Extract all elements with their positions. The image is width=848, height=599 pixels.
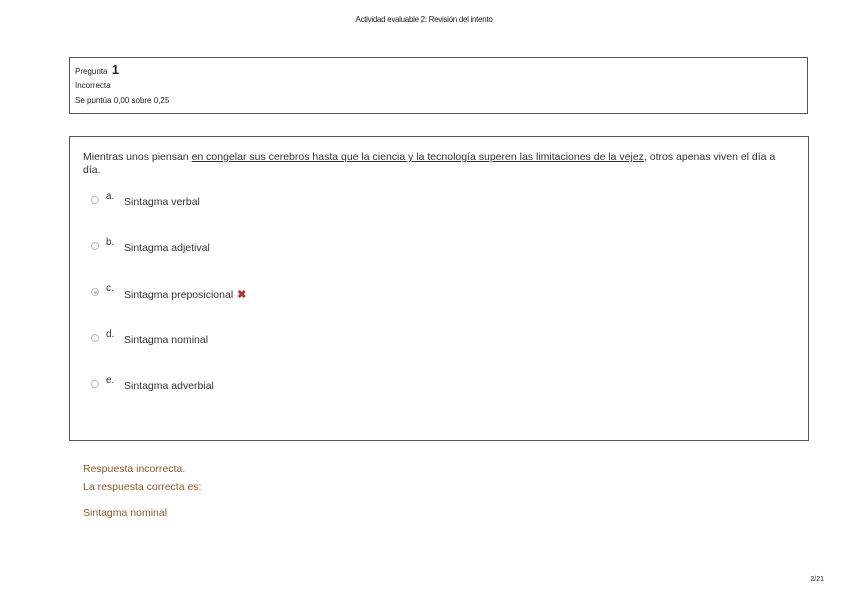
- answer-option-b[interactable]: [83, 235, 795, 281]
- question-text: Mientras unos piensan en congelar sus cerebros hasta que la ciencia y la tecnología superen las limitaciones de la vejez, otros apenas viven el día a día.: [83, 151, 776, 176]
- question-info-box: [69, 57, 808, 114]
- answer-letter: e.: [106, 375, 115, 386]
- answer-letter: c.: [106, 283, 114, 294]
- feedback-correct-label: La respuesta correcta es:: [83, 481, 202, 493]
- answer-letter: a.: [106, 191, 115, 202]
- feedback-result: Respuesta incorrecta.: [83, 463, 186, 475]
- radio-button-d[interactable]: [91, 334, 99, 342]
- feedback-correct-answer: Sintagma nominal: [83, 507, 168, 519]
- radio-button-e[interactable]: [91, 380, 99, 388]
- answer-text: Sintagma preposicional ✖: [124, 289, 247, 301]
- question-underlined-phrase: en congelar sus cerebros hasta que la ciencia y la tecnología superen las limitaciones de la vejez: [191, 151, 644, 163]
- radio-button-c-selected[interactable]: [91, 288, 99, 296]
- answer-letter: d.: [106, 329, 115, 340]
- question-score: Se puntúa 0,00 sobre 0,25: [75, 96, 170, 105]
- answer-text: Sintagma nominal: [124, 334, 209, 346]
- answer-option-a[interactable]: [83, 189, 795, 235]
- radio-button-b[interactable]: [91, 242, 99, 250]
- radio-button-a[interactable]: [91, 196, 99, 204]
- page-header-title: Actividad evaluable 2: Revisión del intento: [355, 15, 493, 24]
- question-number: 1: [111, 62, 119, 77]
- answer-text: Sintagma verbal: [124, 196, 200, 208]
- answer-option-e[interactable]: [83, 373, 795, 419]
- question-status: Incorrecta: [75, 81, 111, 90]
- page-number: 2/21: [810, 576, 824, 583]
- answer-list: [83, 189, 795, 419]
- incorrect-x-icon: ✖: [237, 289, 247, 301]
- answer-text: Sintagma adverbial: [124, 380, 214, 392]
- feedback-block: [83, 460, 201, 522]
- question-label: Pregunta: [75, 67, 108, 76]
- answer-letter: b.: [106, 237, 115, 248]
- answer-text: Sintagma adjetival: [124, 242, 210, 254]
- answer-option-c[interactable]: [83, 281, 795, 327]
- question-number-label: [75, 63, 802, 78]
- answer-option-d[interactable]: [83, 327, 795, 373]
- question-box: [69, 136, 809, 441]
